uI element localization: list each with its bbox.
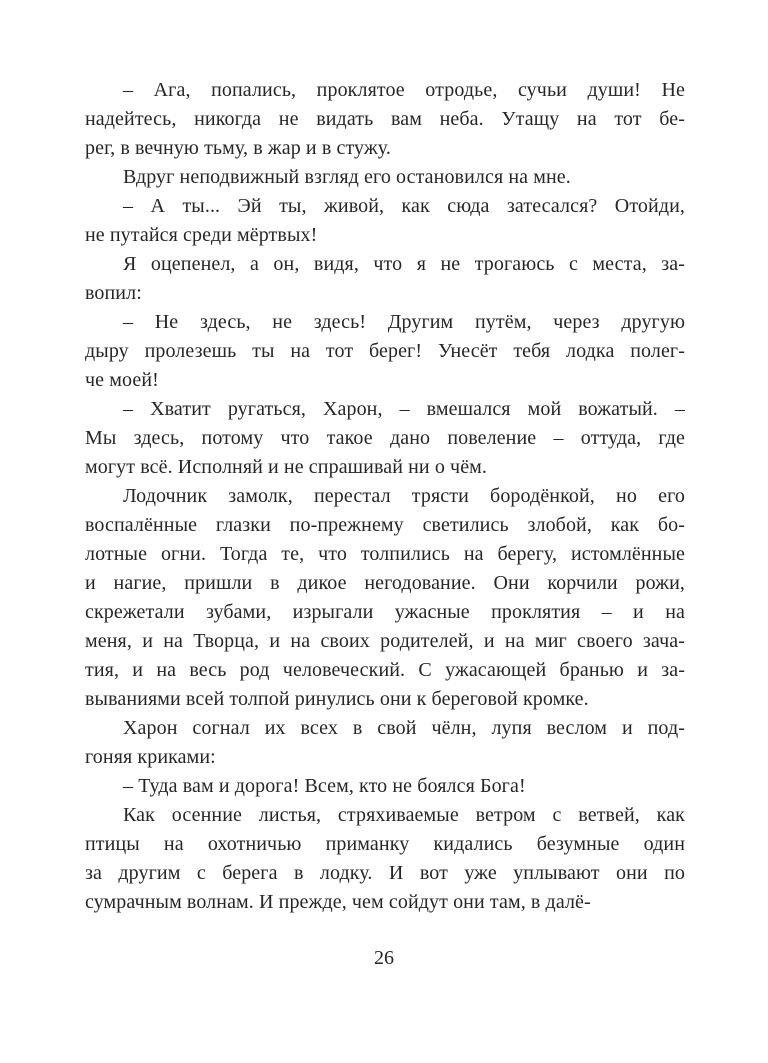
- text-line: Вдруг неподвижный взгляд его остановился на мне.: [123, 166, 571, 188]
- paragraph: [85, 76, 685, 163]
- text-line: гоняя криками:: [85, 746, 216, 768]
- text-line: могут всё. Исполняй и не спрашивай ни о чём.: [85, 456, 488, 478]
- text-line: Харон согнал их всех в свой чёлн, лупя веслом и под-: [123, 717, 685, 739]
- text-line: за другим с берега в лодку. И вот уже уплывают они по: [85, 862, 685, 884]
- text-line: сумрачным волнам. И прежде, чем сойдут они там, в далё-: [85, 891, 591, 913]
- text-line: воспалённые глазки по-прежнему светились злобой, как бо-: [85, 514, 685, 536]
- text-line: и нагие, пришли в дикое негодование. Они корчили рожи,: [85, 572, 685, 594]
- paragraph: [85, 192, 685, 250]
- page-number: 26: [374, 947, 394, 969]
- text-line: меня, и на Творца, и на своих родителей, и на миг своего зача-: [85, 630, 685, 652]
- text-line: вопил:: [85, 282, 142, 304]
- text-line: вываниями всей толпой ринулись они к береговой кромке.: [85, 688, 589, 710]
- text-line: Как осенние листья, стряхиваемые ветром с ветвей, как: [123, 804, 685, 826]
- page-text: [85, 76, 685, 917]
- text-line: птицы на охотничью приманку кидались безумные один: [85, 833, 685, 855]
- text-line: че моей!: [85, 369, 159, 391]
- paragraph: [85, 482, 685, 714]
- text-line: – А ты... Эй ты, живой, как сюда затесался? Отойди,: [123, 195, 685, 217]
- text-line: надейтесь, никогда не видать вам неба. Утащу на тот бе-: [85, 108, 685, 130]
- text-line: Лодочник замолк, перестал трясти бородёнкой, но его: [123, 485, 685, 507]
- text-line: Мы здесь, потому что такое дано повеление – оттуда, где: [85, 427, 685, 449]
- text-line: – Ага, попались, проклятое отродье, сучьи души! Не: [123, 79, 685, 101]
- text-line: – Туда вам и дорога! Всем, кто не боялся Бога!: [123, 775, 526, 797]
- text-line: лотные огни. Тогда те, что толпились на берегу, истомлённые: [85, 543, 685, 565]
- text-line: тия, и на весь род человеческий. С ужасающей бранью и за-: [85, 659, 685, 681]
- paragraph: [85, 395, 685, 482]
- paragraph: [85, 772, 685, 801]
- text-line: дыру пролезешь ты на тот берег! Унесёт тебя лодка полег-: [85, 340, 685, 362]
- text-line: рег, в вечную тьму, в жар и в стужу.: [85, 137, 391, 159]
- paragraph: [85, 250, 685, 308]
- text-line: Я оцепенел, а он, видя, что я не трогаюсь с места, за-: [123, 253, 685, 275]
- paragraph: [85, 714, 685, 772]
- paragraph: [85, 163, 685, 192]
- text-line: скрежетали зубами, изрыгали ужасные проклятия – и на: [85, 601, 685, 623]
- text-line: – Не здесь, не здесь! Другим путём, через другую: [123, 311, 685, 333]
- paragraph: [85, 308, 685, 395]
- paragraph: [85, 801, 685, 917]
- text-line: не путайся среди мёртвых!: [85, 224, 318, 246]
- text-line: – Хватит ругаться, Харон, – вмешался мой вожатый. –: [123, 398, 685, 420]
